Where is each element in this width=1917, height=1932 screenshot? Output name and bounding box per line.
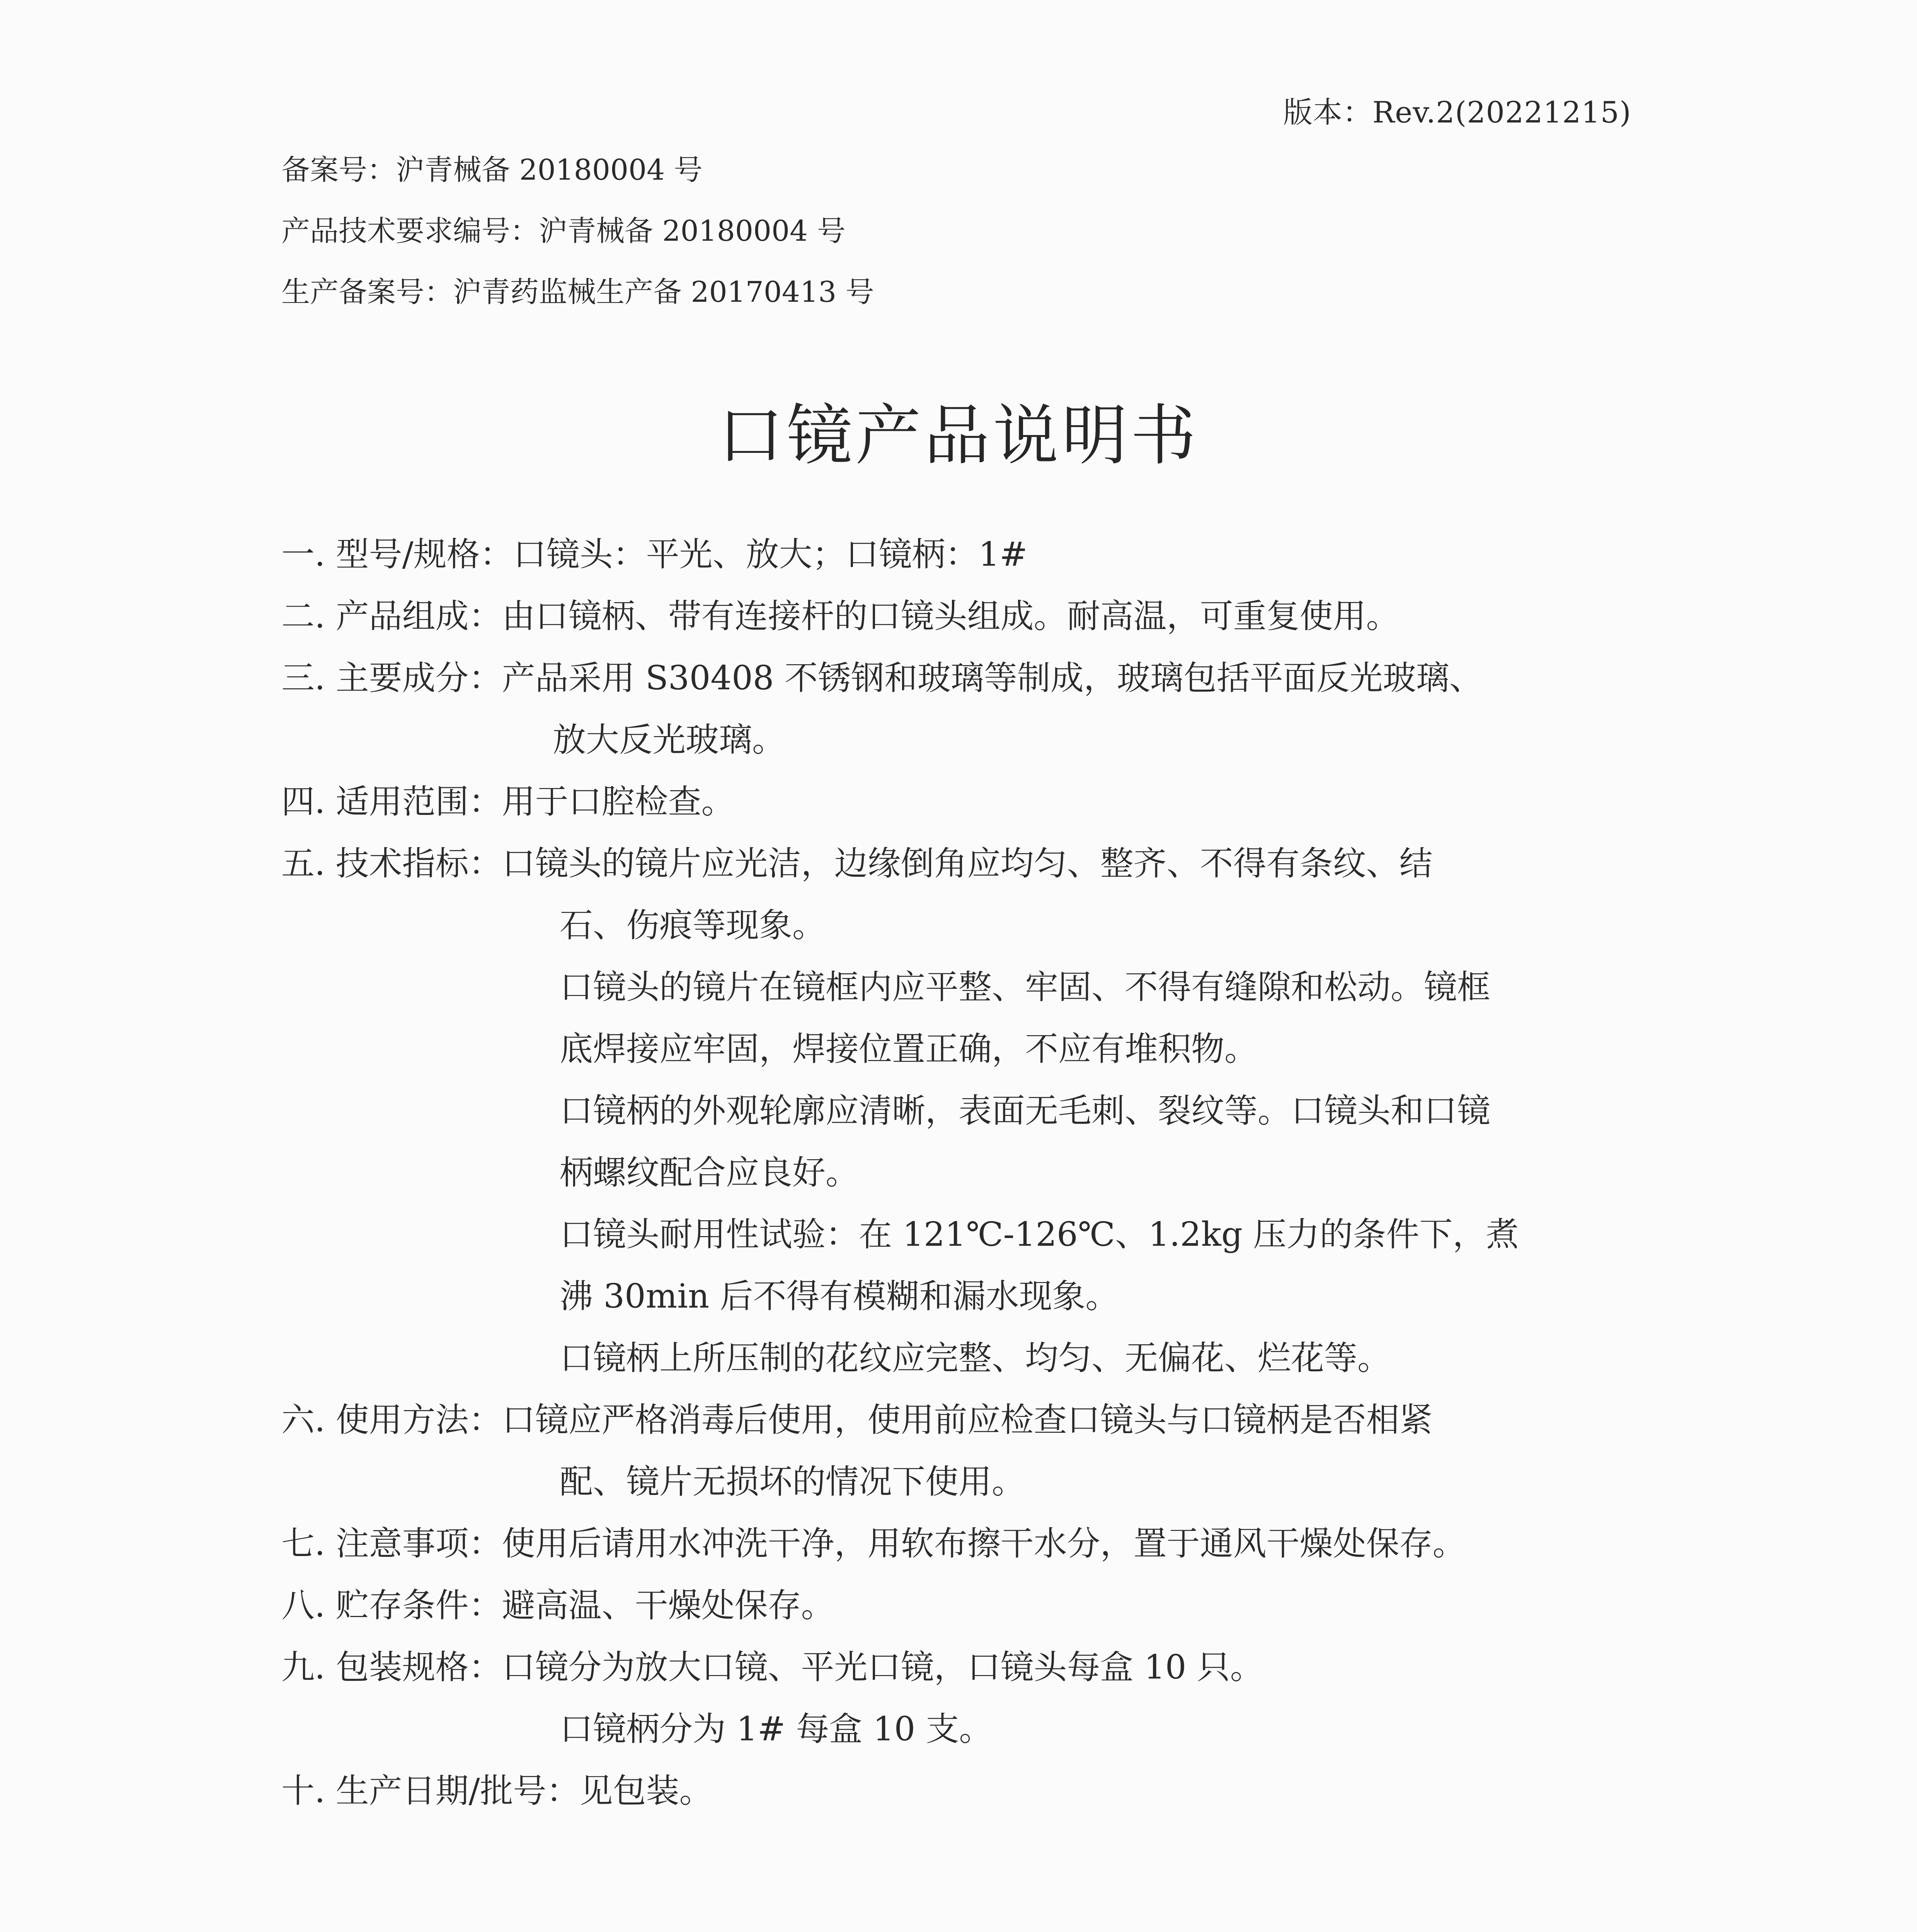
section-technical-cont: 口镜柄上所压制的花纹应完整、均匀、无偏花、烂花等。 [560,1339,1391,1378]
section-technical-cont: 口镜柄的外观轮廓应清晰，表面无毛刺、裂纹等。口镜头和口镜 [560,1092,1490,1130]
section-usage: 六. 使用方法：口镜应严格消毒后使用，使用前应检查口镜头与口镜柄是否相紧 [281,1401,1433,1439]
section-materials-cont: 放大反光玻璃。 [553,721,785,759]
section-technical-cont: 沸 30min 后不得有模糊和漏水现象。 [560,1277,1119,1316]
registration-info [281,147,874,330]
section-materials: 三. 主要成分：产品采用 S30408 不锈钢和玻璃等制成，玻璃包括平面反光玻璃、 [281,659,1483,697]
instructions-body [281,529,1642,1828]
section-technical-cont: 石、伤痕等现象。 [560,906,826,945]
section-precautions: 七. 注意事项：使用后请用水冲洗干净，用软布擦干水分，置于通风干燥处保存。 [281,1524,1466,1563]
section-model-spec: 一. 型号/规格：口镜头：平光、放大；口镜柄：1# [281,535,1028,574]
section-production-date: 十. 生产日期/批号：见包装。 [281,1772,713,1810]
tech-requirement-number: 产品技术要求编号：沪青械备 20180004 号 [281,214,846,248]
section-packaging: 九. 包装规格：口镜分为放大口镜、平光口镜，口镜头每盒 10 只。 [281,1648,1263,1687]
document-title: 口镜产品说明书 [717,398,1199,474]
record-number: 备案号：沪青械备 20180004 号 [281,153,703,187]
production-record-number: 生产备案号：沪青药监械生产备 20170413 号 [281,276,874,309]
section-storage: 八. 贮存条件：避高温、干燥处保存。 [281,1586,834,1625]
section-scope: 四. 适用范围：用于口腔检查。 [281,782,735,821]
section-usage-cont: 配、镜片无损坏的情况下使用。 [560,1463,1025,1501]
section-technical-cont: 口镜头耐用性试验：在 121℃-126℃、1.2kg 压力的条件下，煮 [560,1215,1519,1254]
section-packaging-cont: 口镜柄分为 1# 每盒 10 支。 [560,1710,993,1748]
section-technical-cont: 底焊接应牢固，焊接位置正确，不应有堆积物。 [560,1030,1258,1068]
section-technical-cont: 口镜头的镜片在镜框内应平整、牢固、不得有缝隙和松动。镜框 [560,968,1490,1007]
section-technical-cont: 柄螺纹配合应良好。 [560,1153,859,1192]
version-label: 版本：Rev.2(20221215) [1283,95,1631,129]
section-composition: 二. 产品组成：由口镜柄、带有连接杆的口镜头组成。耐高温，可重复使用。 [281,597,1399,636]
section-technical: 五. 技术指标：口镜头的镜片应光洁，边缘倒角应均匀、整齐、不得有条纹、结 [281,844,1433,883]
